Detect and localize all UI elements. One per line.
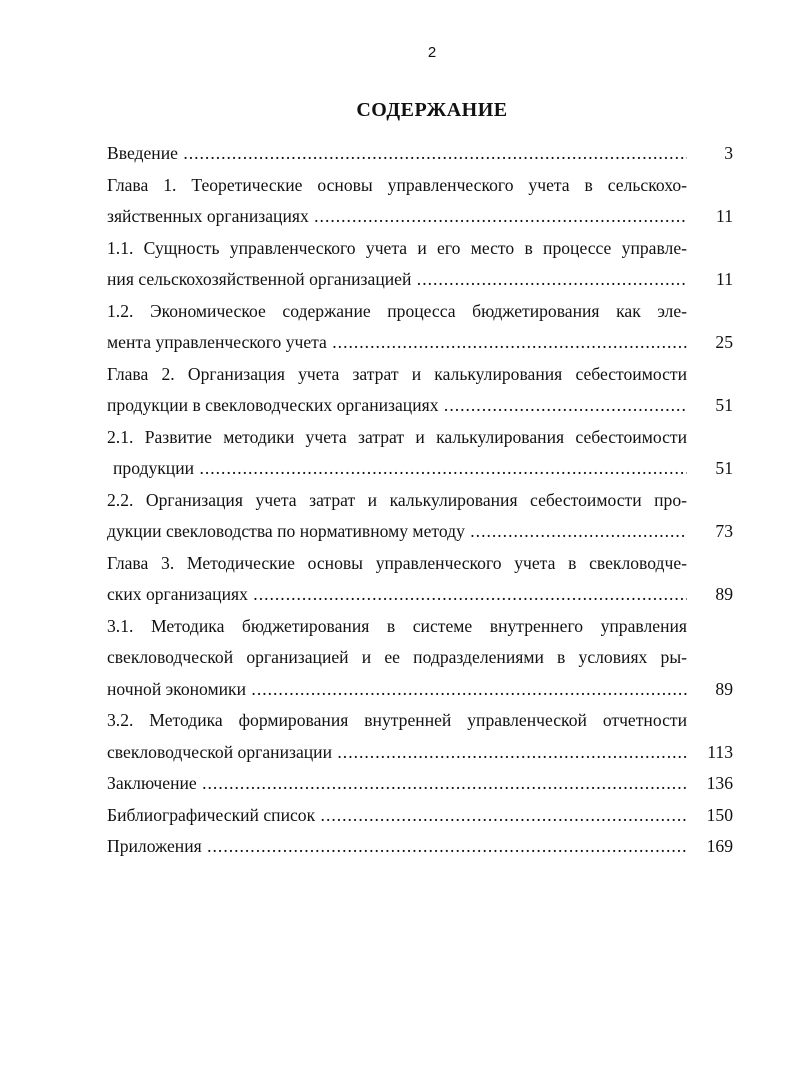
entry-line: 3.2. Методика формирования внутренней управленческой отчетности	[107, 710, 687, 730]
toc-entry-section-3-1[interactable]	[107, 611, 733, 706]
entry-line: дукции свекловодства по нормативному методу .....	[107, 516, 687, 548]
toc-entry-bibliography[interactable]	[107, 800, 733, 832]
toc-entry-appendices[interactable]	[107, 831, 733, 863]
toc-entry-section-2-1[interactable]	[107, 422, 733, 485]
entry-page: 11	[716, 269, 733, 289]
entry-line: Библиографический список .....	[107, 800, 687, 832]
entry-line: продукции .....	[107, 453, 687, 485]
entry-line: Глава 3. Методические основы управленческого учета в свекловодче-	[107, 552, 687, 573]
entry-page: 89	[715, 678, 733, 699]
entry-page: 113	[707, 741, 733, 762]
entry-line: Введение .....	[107, 138, 687, 170]
entry-line: свекловодческой организацией и ее подразделениями в условиях ры-	[107, 647, 687, 667]
toc-entry-conclusion[interactable]	[107, 768, 733, 800]
table-of-contents	[107, 138, 733, 863]
entry-line: мента управленческого учета .....	[107, 327, 687, 359]
entry-page: 11	[716, 206, 733, 226]
toc-entry-chapter-3[interactable]	[107, 548, 733, 611]
toc-entry-section-3-2[interactable]	[107, 705, 733, 768]
toc-entry-section-2-2[interactable]	[107, 485, 733, 548]
entry-line: продукции в свекловодческих организациях .....	[107, 390, 687, 422]
entry-page: 73	[715, 521, 733, 541]
entry-page: 169	[706, 836, 733, 856]
toc-entry-introduction[interactable]	[107, 138, 733, 170]
entry-line: 1.1. Сущность управленческого учета и его место в процессе управле-	[107, 237, 687, 258]
entry-page: 3	[724, 143, 733, 163]
entry-line: свекловодческой организации .....	[107, 737, 687, 769]
entry-line: ночной экономики .....	[107, 674, 687, 706]
entry-page: 51	[715, 458, 733, 478]
entry-line: ских организациях .....	[107, 579, 687, 611]
entry-line: 1.2. Экономическое содержание процесса бюджетирования как эле-	[107, 300, 687, 321]
entry-line: 2.2. Организация учета затрат и калькулирования себестоимости про-	[107, 489, 687, 510]
entry-page: 51	[715, 395, 733, 415]
entry-page: 25	[715, 332, 733, 352]
entry-line: Глава 1. Теоретические основы управленческого учета в сельскохо-	[107, 174, 687, 195]
toc-entry-section-1-2[interactable]	[107, 296, 733, 359]
entry-line: Заключение .....	[107, 768, 687, 800]
entry-line: 3.1. Методика бюджетирования в системе внутреннего управления	[107, 615, 687, 636]
entry-line: Глава 2. Организация учета затрат и калькулирования себестоимости	[107, 363, 687, 384]
page-number: 2	[427, 44, 437, 61]
toc-entry-section-1-1[interactable]	[107, 233, 733, 296]
toc-title: СОДЕРЖАНИЕ	[356, 99, 508, 121]
entry-page: 136	[706, 773, 733, 793]
entry-line: 2.1. Развитие методики учета затрат и калькулирования себестоимости	[107, 426, 687, 447]
entry-line: зяйственных организациях .....	[107, 201, 687, 233]
toc-entry-chapter-1[interactable]	[107, 170, 733, 233]
entry-line: Приложения .....	[107, 831, 687, 863]
entry-page: 150	[706, 804, 733, 825]
entry-line: ния сельскохозяйственной организацией .....	[107, 264, 687, 296]
toc-entry-chapter-2[interactable]	[107, 359, 733, 422]
entry-page: 89	[715, 584, 733, 604]
